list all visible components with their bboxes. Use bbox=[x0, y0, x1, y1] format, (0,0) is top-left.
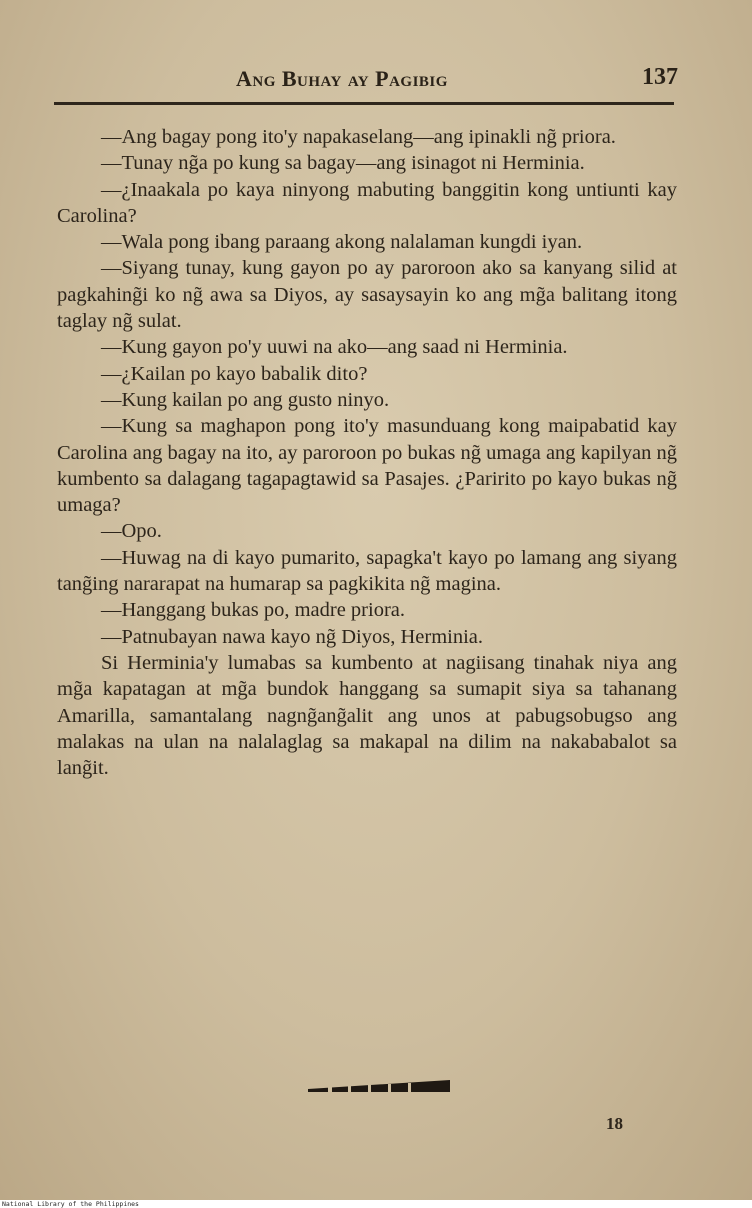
paragraph: —Kung kailan po ang gusto ninyo. bbox=[101, 388, 390, 411]
paragraph: —¿Inaakala po kaya ninyong mabuting banggitin kong untiunti kay Carolina? bbox=[57, 178, 677, 227]
page-number: 137 bbox=[642, 64, 678, 90]
paragraph: —Wala pong ibang paraang akong nalalaman kungdi iyan. bbox=[101, 231, 583, 254]
paragraph: —Kung gayon po'y uuwi na ako—ang saad ni Herminia. bbox=[101, 336, 568, 359]
paragraph: —Tunay ng̃a po kung sa bagay—ang isinagot ni Herminia. bbox=[101, 152, 585, 175]
paragraph: —Patnubayan nawa kayo ng̃ Diyos, Herminia. bbox=[101, 625, 484, 648]
signature-mark: 18 bbox=[606, 1114, 623, 1133]
paragraph: Si Herminia'y lumabas sa kumbento at nagiisang tinahak niya ang mg̃a kapatagan at mg̃a bundok hanggang sa sumapit siya sa tahanang Amarilla, samantalang nagng̃ang̃alit ang unos at pabugsobugso ang malakas na ulan na nalalaglag sa makapal na dilim na nakababalot sa lang̃it. bbox=[57, 651, 677, 780]
paragraph: —Huwag na di kayo pumarito, sapagka't kayo po lamang ang siyang tang̃ing nararapat na humarap sa pagkikita ng̃ magina. bbox=[57, 546, 677, 596]
footer-credit: National Library of the Philippines bbox=[2, 1200, 139, 1208]
paragraph: —Kung sa maghapon pong ito'y masunduang kong maipabatid kay Carolina ang bagay na ito, ay paroroon po bukas ng̃ umaga ang kapilyan ng̃ kumbento sa dalagang tagapagtawid sa Pasajes. ¿Paririto po kayo bukas ng̃ umaga? bbox=[57, 415, 677, 517]
header-rule bbox=[54, 102, 674, 105]
paragraph: —Opo. bbox=[101, 520, 162, 543]
end-ornament-icon bbox=[308, 1078, 450, 1094]
paragraph: —Ang bagay pong ito'y napakaselang—ang ipinakli ng̃ priora. bbox=[101, 126, 616, 148]
running-header bbox=[56, 62, 678, 98]
body-text bbox=[57, 124, 677, 781]
page-title: Ang Buhay ay Pagibig bbox=[236, 66, 448, 91]
paragraph: —Hanggang bukas po, madre priora. bbox=[101, 599, 405, 622]
paragraph: —¿Kailan po kayo babalik dito? bbox=[101, 362, 368, 385]
paragraph: —Siyang tunay, kung gayon po ay paroroon ako sa kanyang silid at pagkahing̃i ko ng̃ awa sa Diyos, ay sasaysayin ko ang mg̃a balitang itong taglay ng̃ sulat. bbox=[57, 257, 677, 333]
